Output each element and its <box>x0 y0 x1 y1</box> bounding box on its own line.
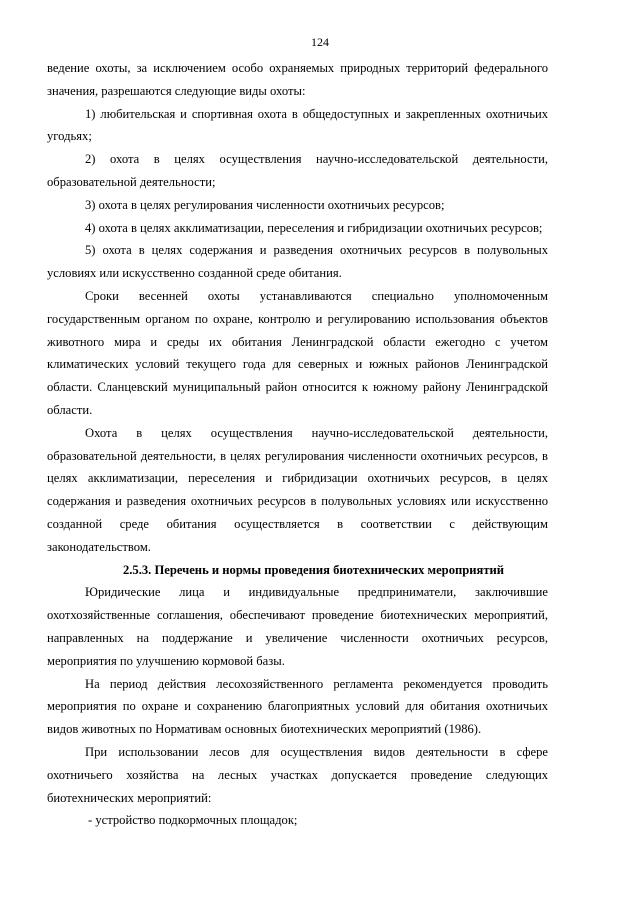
list-paragraph: 4) охота в целях акклиматизации, переселения и гибридизации охотничьих ресурсов; <box>85 220 543 235</box>
list-paragraph: 3) охота в целях регулирования численности охотничьих ресурсов; <box>85 197 445 212</box>
paragraph: Сроки весенней охоты устанавливаются специально уполномоченным государственным органом по охране, контролю и регулированию использования объектов животного мира и среды их обитания Ленинградской области ежегодно с учетом климатических условий текущего года для северных и южных районов Ленинградской области. Сланцевский муниципальный район относится к южному району Ленинградской области. <box>47 288 548 417</box>
paragraph: При использовании лесов для осуществления видов деятельности в сфере охотничьего хозяйства на лесных участках допускается проведение следующих биотехнических мероприятий: <box>47 744 548 805</box>
paragraph: Юридические лица и индивидуальные предприниматели, заключившие охотхозяйственные соглашения, обеспечивают проведение биотехнических мероприятий, направленных на поддержание и увеличение численности охотничьих ресурсов, мероприятия по улучшению кормовой базы. <box>47 585 548 668</box>
paragraph: Охота в целях осуществления научно-исследовательской деятельности, образовательной деятельности, в целях регулирования численности охотничьих ресурсов, в целях акклиматизации, переселения и гибридизации охотничьих ресурсов, в целях содержания и разведения охотничьих ресурсов в полувольных условиях или искусственно созданной среде обитания осуществляется в соответствии с действующим законодательством. <box>47 425 548 554</box>
document-body <box>47 57 548 832</box>
list-paragraph: 2) охота в целях осуществления научно-исследовательской деятельности, образовательной деятельности; <box>47 152 548 189</box>
section-heading: 2.5.3. Перечень и нормы проведения биотехнических мероприятий <box>122 562 505 577</box>
paragraph: ведение охоты, за исключением особо охраняемых природных территорий федерального значения, разрешаются следующие виды охоты: <box>47 61 548 98</box>
list-item: - устройство подкормочных площадок; <box>88 813 298 828</box>
page-number: 124 <box>311 35 329 49</box>
list-paragraph: 5) охота в целях содержания и разведения охотничьих ресурсов в полувольных условиях или искусственно созданной среде обитания. <box>47 243 548 281</box>
paragraph: На период действия лесохозяйственного регламента рекомендуется проводить мероприятия по охране и сохранению благоприятных условий для обитания охотничьих видов животных по Нормативам основных биотехнических мероприятий (1986). <box>47 676 548 737</box>
list-paragraph: 1) любительская и спортивная охота в общедоступных и закрепленных охотничьих угодьях; <box>47 106 548 144</box>
